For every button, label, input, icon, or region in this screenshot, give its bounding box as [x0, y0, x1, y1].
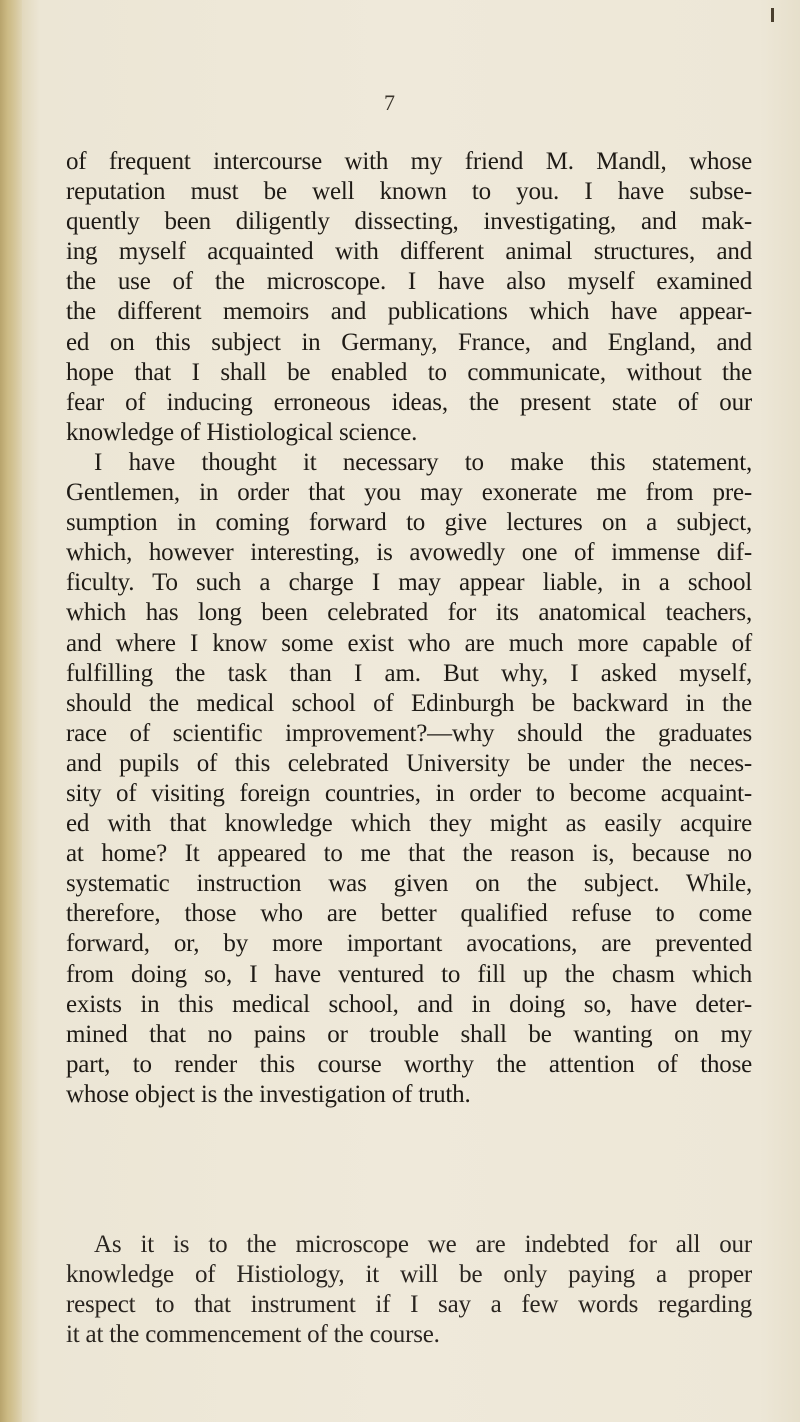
text-line: from doing so, I have ventured to fill up the chasm which: [66, 960, 752, 988]
text-line: the use of the microscope. I have also myself examined: [66, 268, 752, 296]
text-line: hope that I shall be enabled to communicate, without the: [66, 358, 752, 386]
text-line: ficulty. To such a charge I may appear liable, in a school: [66, 569, 752, 597]
text-line: quently been diligently dissecting, investigating, and mak-: [66, 208, 752, 236]
page-binding-edge: [0, 0, 22, 1422]
text-line: ed on this subject in Germany, France, and England, and: [66, 328, 752, 356]
text-line: and pupils of this celebrated University be under the neces-: [66, 749, 752, 777]
text-line: knowledge of Histiological science.: [66, 418, 418, 446]
text-line: which, however interesting, is avowedly one of immense dif-: [66, 539, 752, 567]
text-line: mined that no pains or trouble shall be wanting on my: [66, 1020, 752, 1048]
text-line: exists in this medical school, and in doing so, have deter-: [66, 990, 752, 1018]
text-line: Gentlemen, in order that you may exonerate me from pre-: [66, 479, 752, 507]
text-line: fear of inducing erroneous ideas, the present state of our: [66, 388, 752, 416]
text-line: sumption in coming forward to give lectures on a subject,: [66, 509, 752, 537]
text-line: race of scientific improvement?—why should the graduates: [66, 719, 752, 747]
text-line: at home? It appeared to me that the reason is, because no: [66, 840, 752, 868]
text-line: sity of visiting foreign countries, in order to become acquaint-: [66, 779, 752, 807]
text-line: of frequent intercourse with my friend M. Mandl, whose: [66, 148, 752, 175]
text-line: it at the commencement of the course.: [66, 1321, 440, 1349]
text-line: fulfilling the task than I am. But why, I asked myself,: [66, 659, 752, 687]
text-line: ing myself acquainted with different animal structures, and: [66, 238, 752, 266]
text-line: ed with that knowledge which they might as easily acquire: [66, 810, 752, 838]
text-line: systematic instruction was given on the subject. While,: [66, 870, 752, 898]
text-line: As it is to the microscope we are indebted for all our: [94, 1231, 752, 1258]
main-text: [66, 147, 752, 1110]
closing-paragraph: [66, 1230, 752, 1350]
text-line: part, to render this course worthy the attention of those: [66, 1050, 752, 1078]
text-line: which has long been celebrated for its anatomical teachers,: [66, 599, 752, 627]
margin-mark: [771, 8, 774, 22]
text-line: respect to that instrument if I say a few words regarding: [66, 1291, 752, 1319]
text-line: reputation must be well known to you. I have subse-: [66, 178, 752, 206]
text-line: I have thought it necessary to make this statement,: [94, 448, 752, 476]
text-line: therefore, those who are better qualified refuse to come: [66, 900, 752, 928]
page-number: 7: [384, 90, 395, 115]
text-line: the different memoirs and publications which have appear-: [66, 298, 752, 326]
text-line: knowledge of Histiology, it will be only paying a proper: [66, 1261, 752, 1289]
text-line: and where I know some exist who are much more capable of: [66, 629, 752, 657]
text-line: whose object is the investigation of truth.: [66, 1080, 471, 1108]
text-line: forward, or, by more important avocations, are prevented: [66, 930, 752, 958]
text-line: should the medical school of Edinburgh be backward in the: [66, 689, 752, 717]
